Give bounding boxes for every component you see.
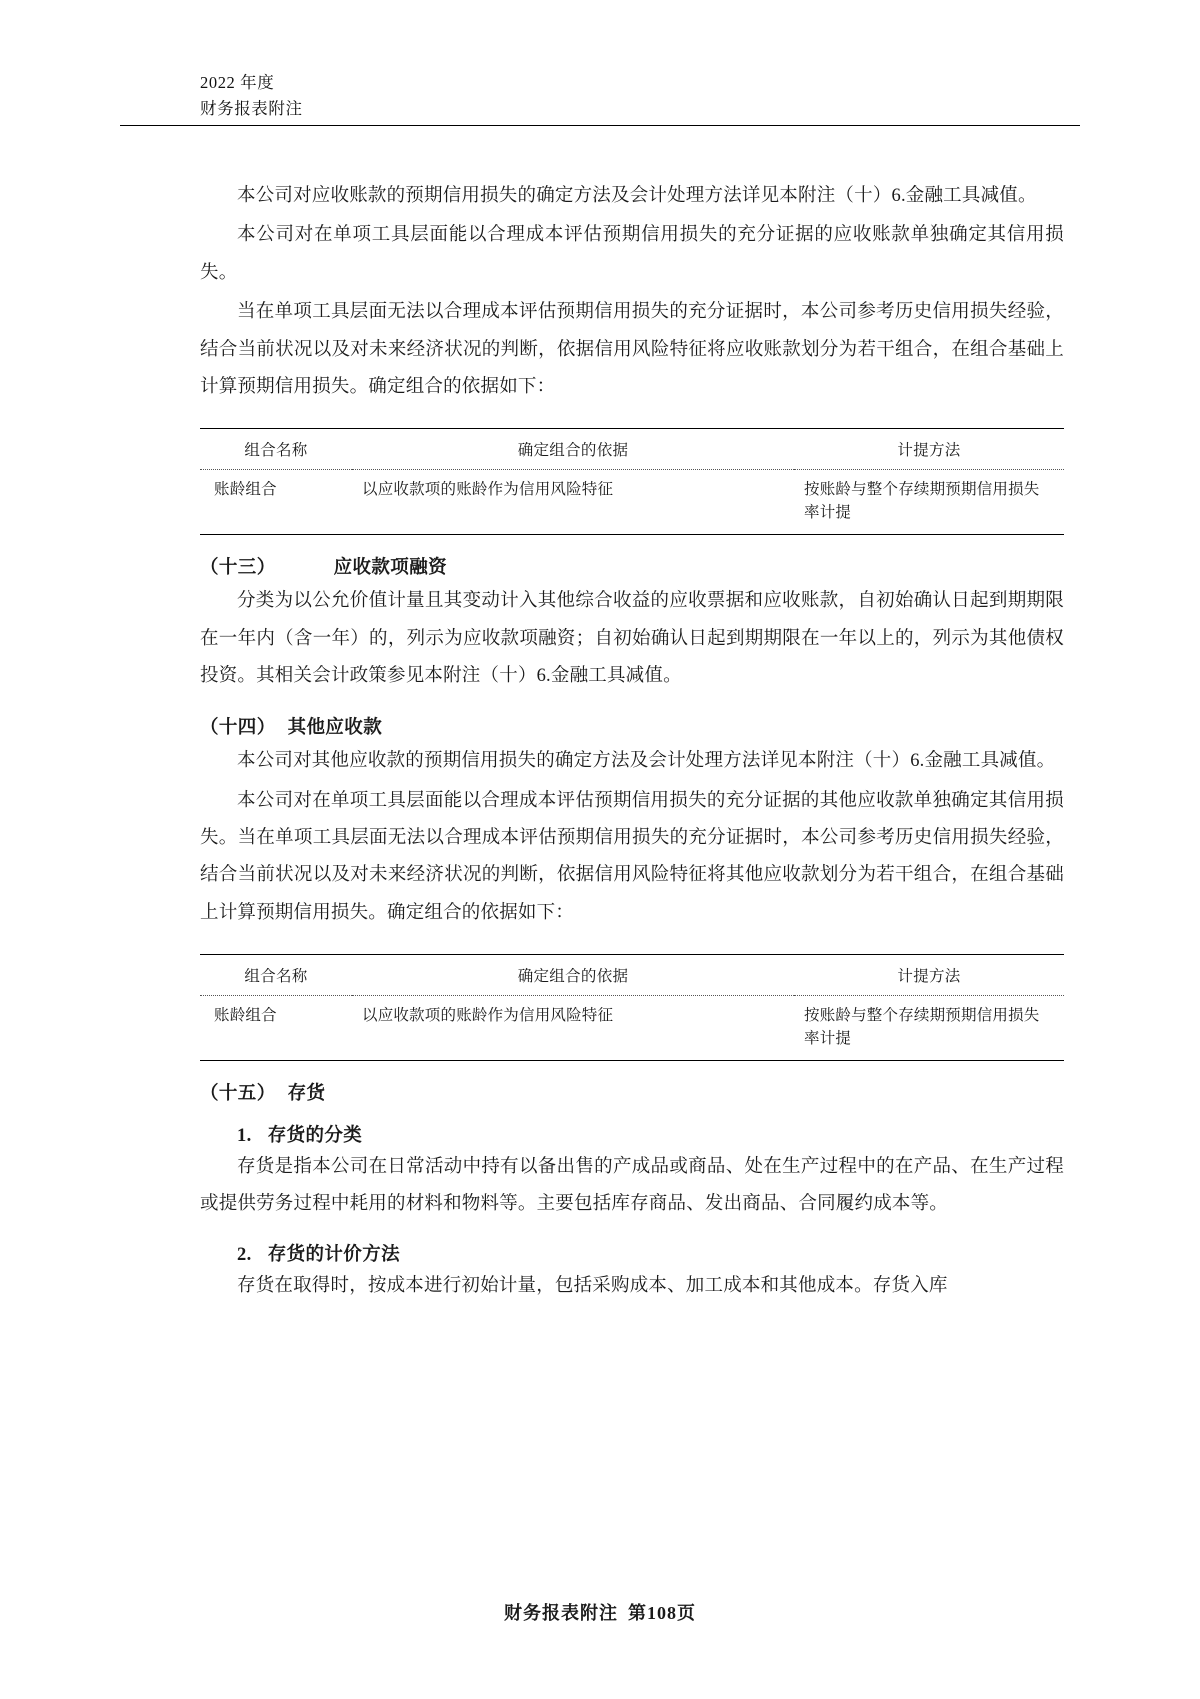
section-15-title: 存货 <box>287 1084 326 1105</box>
page-footer <box>0 1599 1200 1625</box>
column-header-basis: 确定组合的依据 <box>352 955 794 996</box>
table-body <box>200 470 1064 535</box>
subsection-15-2-title: 存货的计价方法 <box>267 1244 400 1265</box>
page-header <box>120 70 1080 126</box>
section-15-number: （十五） <box>200 1084 276 1105</box>
other-receivables-combination-table <box>200 954 1064 1061</box>
column-header-name: 组合名称 <box>200 955 352 996</box>
subsection-15-1-paragraph: 存货是指本公司在日常活动中持有以备出售的产成品或商品、处在生产过程中的在产品、在生产过程或提供劳务过程中耗用的材料和物料等。主要包括库存商品、发出商品、合同履约成本等。 <box>200 1157 1064 1215</box>
table-body <box>200 996 1064 1061</box>
header-year: 2022 年度 <box>200 73 275 92</box>
footer-page-number: 第108页 <box>628 1603 696 1623</box>
section-heading-13 <box>200 553 1064 579</box>
section-heading-15 <box>200 1079 1064 1105</box>
column-header-name: 组合名称 <box>200 429 352 470</box>
header-title: 财务报表附注 <box>200 98 303 118</box>
section-heading-14 <box>200 713 1064 739</box>
section-14-paragraph-2: 本公司对在单项工具层面能以合理成本评估预期信用损失的充分证据的其他应收款单独确定其信用损失。当在单项工具层面无法以合理成本评估预期信用损失的充分证据时，本公司参考历史信用损失经验，结合当前状况以及对未来经济状况的判断，依据信用风险特征将其他应收款划分为若干组合，在组合基础上计算预期信用损失。确定组合的依据如下： <box>200 790 1064 923</box>
subsection-15-1-title: 存货的分类 <box>267 1126 363 1147</box>
column-header-method: 计提方法 <box>794 955 1064 996</box>
cell-combination-name: 账龄组合 <box>200 470 352 535</box>
paragraph-1: 本公司对应收账款的预期信用损失的确定方法及会计处理方法详见本附注（十）6.金融工具减值。 <box>237 186 1037 207</box>
paragraph-3: 当在单项工具层面无法以合理成本评估预期信用损失的充分证据时，本公司参考历史信用损失经验，结合当前状况以及对未来经济状况的判断，依据信用风险特征将应收账款划分为若干组合，在组合基础上计算预期信用损失。确定组合的依据如下： <box>200 302 1064 397</box>
table-row <box>200 996 1064 1061</box>
table-header-row <box>200 955 1064 996</box>
table-row <box>200 470 1064 535</box>
section-13-number: （十三） <box>200 558 276 579</box>
cell-combination-basis: 以应收款项的账龄作为信用风险特征 <box>352 996 794 1061</box>
subsection-15-1-number: 1. <box>237 1126 252 1147</box>
footer-label: 财务报表附注 <box>504 1603 618 1623</box>
section-13-title: 应收款项融资 <box>333 558 448 579</box>
table-header <box>200 429 1064 470</box>
subsection-heading-15-2 <box>200 1240 1064 1266</box>
section-13-paragraph-1: 分类为以公允价值计量且其变动计入其他综合收益的应收票据和应收账款，自初始确认日起到期期限在一年内（含一年）的，列示为应收款项融资；自初始确认日起到期期限在一年以上的，列示为其他债权投资。其相关会计政策参见本附注（十）6.金融工具减值。 <box>200 591 1064 686</box>
table-header-row <box>200 429 1064 470</box>
section-14-title: 其他应收款 <box>287 718 383 739</box>
page-content <box>120 178 1080 1305</box>
cell-provision-method: 按账龄与整个存续期预期信用损失率计提 <box>794 470 1064 535</box>
column-header-basis: 确定组合的依据 <box>352 429 794 470</box>
section-14-paragraph-1: 本公司对其他应收款的预期信用损失的确定方法及会计处理方法详见本附注（十）6.金融工具减值。 <box>237 751 1056 772</box>
column-header-method: 计提方法 <box>794 429 1064 470</box>
section-14-number: （十四） <box>200 718 276 739</box>
subsection-15-2-paragraph: 存货在取得时，按成本进行初始计量，包括采购成本、加工成本和其他成本。存货入库 <box>237 1275 948 1296</box>
paragraph-2: 本公司对在单项工具层面能以合理成本评估预期信用损失的充分证据的应收账款单独确定其信用损失。 <box>200 225 1064 283</box>
cell-combination-name: 账龄组合 <box>200 996 352 1061</box>
cell-provision-method: 按账龄与整个存续期预期信用损失率计提 <box>794 996 1064 1061</box>
subsection-15-2-number: 2. <box>237 1244 252 1265</box>
table-header <box>200 955 1064 996</box>
subsection-heading-15-1 <box>200 1121 1064 1147</box>
cell-combination-basis: 以应收款项的账龄作为信用风险特征 <box>352 470 794 535</box>
receivables-combination-table <box>200 428 1064 535</box>
